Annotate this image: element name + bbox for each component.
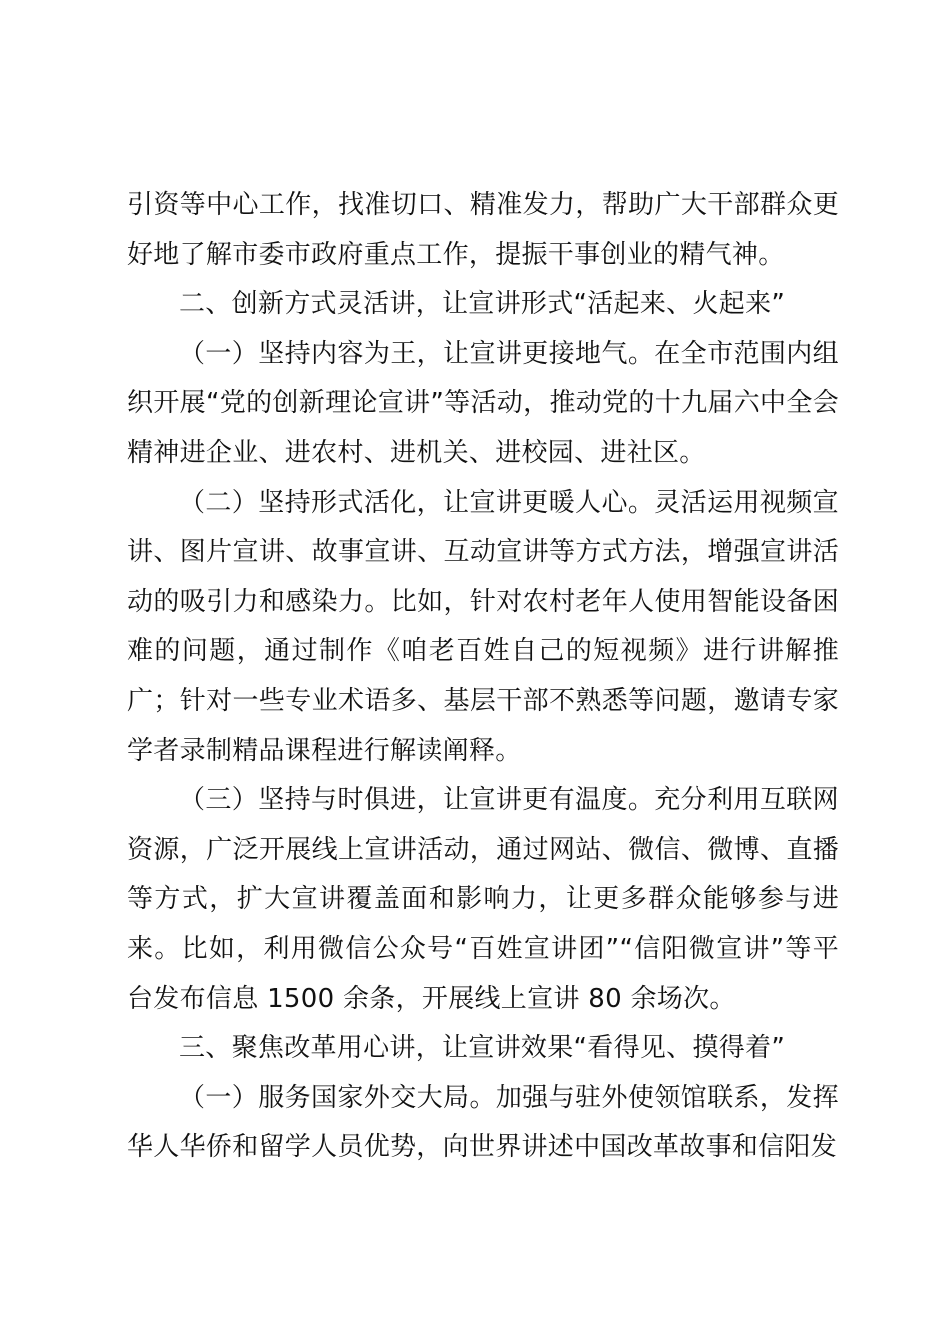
paragraph-diplomacy-first: （一）服务国家外交大局。加强与驻外使领馆联系，发挥华人华侨和留学人员优势，向世界讲述中国改革故事和信阳发 <box>127 1082 839 1163</box>
paragraph-content-first: （一）坚持内容为王，让宣讲更接地气。在全市范围内组织开展“党的创新理论宣讲”等活动，推动党的十九届六中全会精神进企业、进农村、进机关、进校园、进社区。 <box>127 338 839 468</box>
section-heading-two: 二、创新方式灵活讲，让宣讲形式“活起来、火起来” <box>179 289 786 320</box>
paragraph-times-third: （三）坚持与时俱进，让宣讲更有温度。充分利用互联网资源，广泛开展线上宣讲活动，通过网站、微信、微博、直播等方式，扩大宣讲覆盖面和影响力，让更多群众能够参与进来。比如，利用微信公众号“百姓宣讲团”“信阳微宣讲”等平台发布信息 1500 余条，开展线上宣讲 80 余场次。 <box>127 785 839 1014</box>
section-heading-three: 三、聚焦改革用心讲，让宣讲效果“看得见、摸得着” <box>179 1033 786 1064</box>
paragraph-form-second: （二）坚持形式活化，让宣讲更暖人心。灵活运用视频宣讲、图片宣讲、故事宣讲、互动宣讲等方式方法，增强宣讲活动的吸引力和感染力。比如，针对农村老年人使用智能设备困难的问题，通过制作《咱老百姓自己的短视频》进行讲解推广；针对一些专业术语多、基层干部不熟悉等问题，邀请专家学者录制精品课程进行解读阐释。 <box>127 487 839 766</box>
paragraph-continuation: 引资等中心工作，找准切口、精准发力，帮助广大干部群众更好地了解市委市政府重点工作，提振干事创业的精气神。 <box>127 190 839 270</box>
document-body <box>127 181 839 1173</box>
